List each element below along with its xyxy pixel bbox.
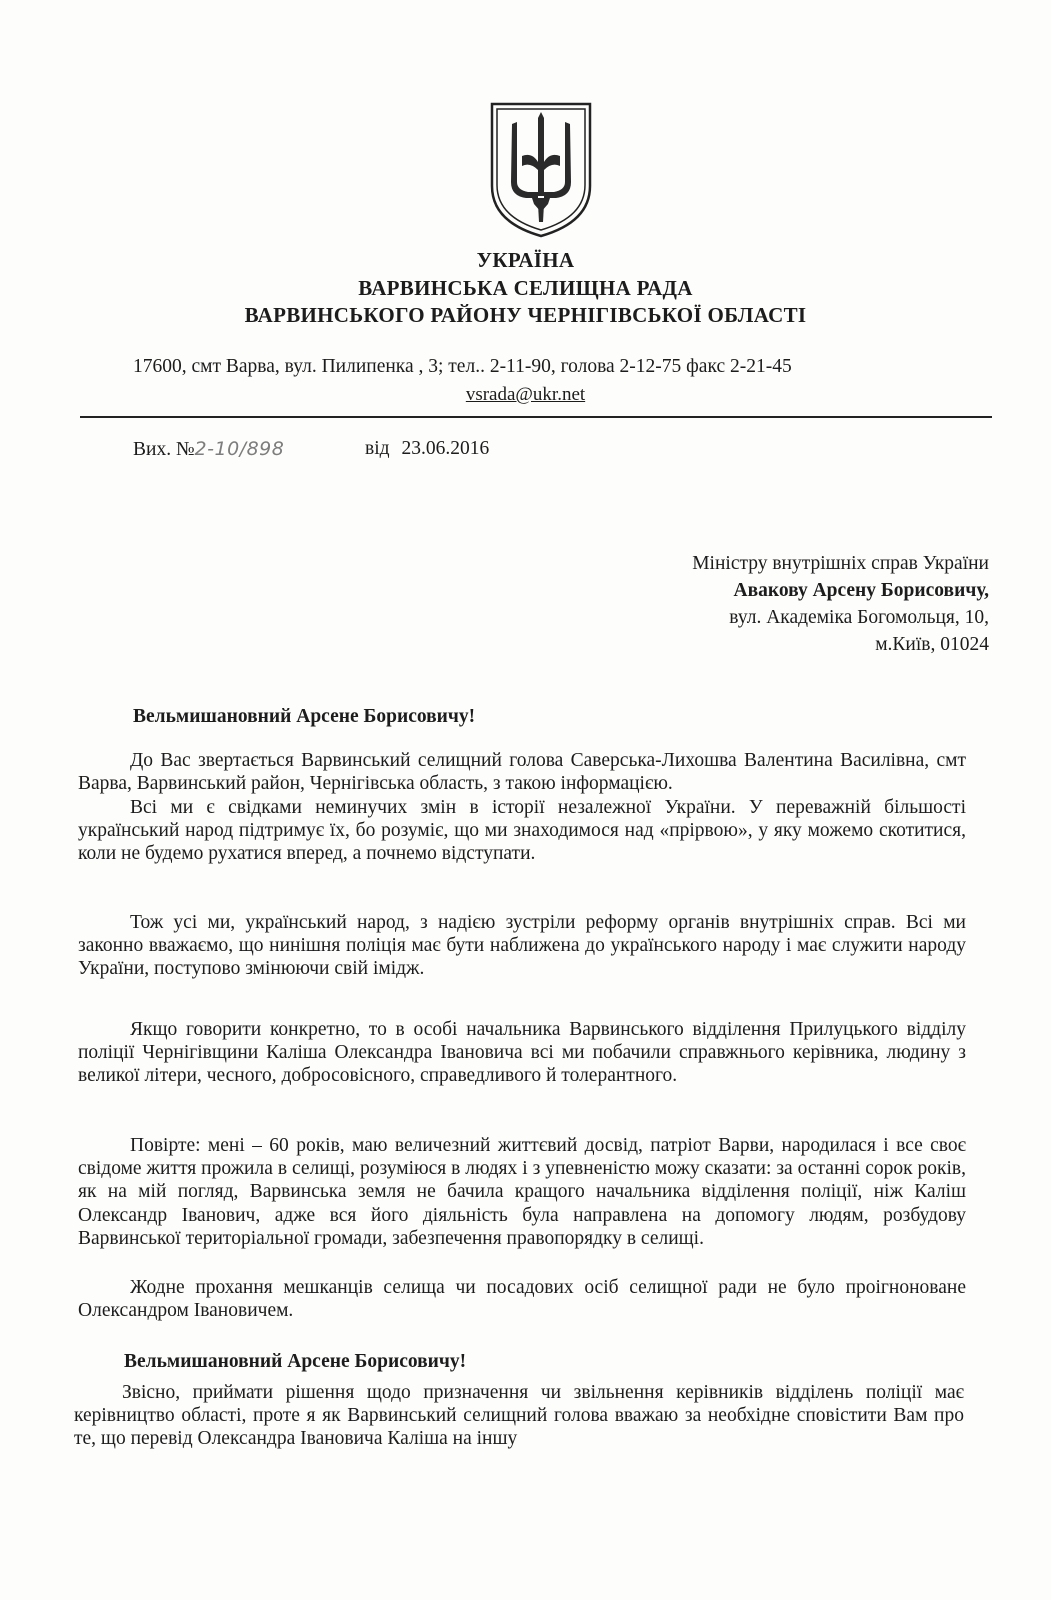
body-paragraph: До Вас звертається Варвинський селищний голова Саверська-Лихошва Валентина Василівна, смт Варва, Варвинський район, Чернігівська область, з такою інформацією. xyxy=(78,750,966,795)
outgoing-date xyxy=(365,438,489,460)
salutation: Вельмишановний Арсене Борисовичу! xyxy=(133,706,476,727)
recipient-street: вул. Академіка Богомольця, 10, xyxy=(729,607,989,628)
recipient-name: Авакову Арсену Борисовичу, xyxy=(733,580,989,601)
header-district: ВАРВИНСЬКОГО РАЙОНУ ЧЕРНІГІВСЬКОЇ ОБЛАСТІ xyxy=(244,303,807,327)
contacts-line: 17600, смт Варва, вул. Пилипенка , 3; тел.. 2-11-90, голова 2-12-75 факс 2-21-45 xyxy=(133,356,792,377)
date-label: від xyxy=(365,438,390,459)
body-paragraph: Жодне прохання мешканців селища чи посадових осіб селищної ради не було проігноноване Олександром Івановичем. xyxy=(78,1277,966,1322)
body-paragraph: Якщо говорити конкретно, то в особі начальника Варвинського відділення Прилуцького відділу поліції Чернігівщини Каліша Олександра Івановича всі ми побачили справжнього керівника, людину з великої літери, чесного, добросовісного, справедливого й толерантного. xyxy=(78,1019,966,1087)
body-paragraph: Всі ми є свідками неминучих змін в історії незалежної України. У переважній більшості український народ підтримує їх, бо розуміє, що ми знаходимося над «прірвою», у яку можемо скотитися, коли не будемо рухатися вперед, а почнемо відступати. xyxy=(78,797,966,865)
recipient-block xyxy=(692,550,989,658)
header-council: ВАРВИНСЬКА СЕЛИЩНА РАДА xyxy=(358,276,693,300)
date-value: 23.06.2016 xyxy=(401,438,490,459)
outgoing-number xyxy=(133,438,284,461)
outgoing-label: Вих. № xyxy=(133,439,195,460)
recipient-city: м.Київ, 01024 xyxy=(875,634,989,655)
body-paragraph: Тож усі ми, український народ, з надією зустріли реформу органів внутрішніх справ. Всі ми законно вважаємо, що нинішня поліція має бути наближена до українського народу і має служити народу України, поступово змінюючи свій імідж. xyxy=(78,912,966,980)
email-link[interactable]: vsrada@ukr.net xyxy=(465,384,586,405)
outgoing-number-value: 2-10/898 xyxy=(194,438,285,460)
body-paragraph: Звісно, приймати рішення щодо призначення чи звільнення керівників відділень поліції має керівництво області, проте я як Варвинський селищний голова вважаю за необхідне сповістити Вам про те, що перевід Олександра Івановича Каліша на іншу xyxy=(74,1382,964,1450)
body-paragraph: Повірте: мені – 60 років, маю величезний життєвий досвід, патріот Варви, народилася і все своє свідоме життя прожила в селищі, розуміюся в людях і з упевненістю можу сказати: за останні сорок років, як на мій погляд, Варвинська земля не бачила кращого начальника відділення поліції, ніж Каліш Олександр Іванович, адже вся його діяльність була направлена на допомогу людям, розбудову Варвинської територіальної громади, забезпечення правопорядку в селищі. xyxy=(78,1135,966,1249)
header-country: УКРАЇНА xyxy=(476,248,575,272)
header-divider xyxy=(80,416,992,418)
trident-coat-of-arms-icon xyxy=(488,100,594,238)
recipient-title: Міністру внутрішніх справ України xyxy=(692,553,989,574)
salutation-second: Вельмишановний Арсене Борисовичу! xyxy=(124,1351,467,1372)
